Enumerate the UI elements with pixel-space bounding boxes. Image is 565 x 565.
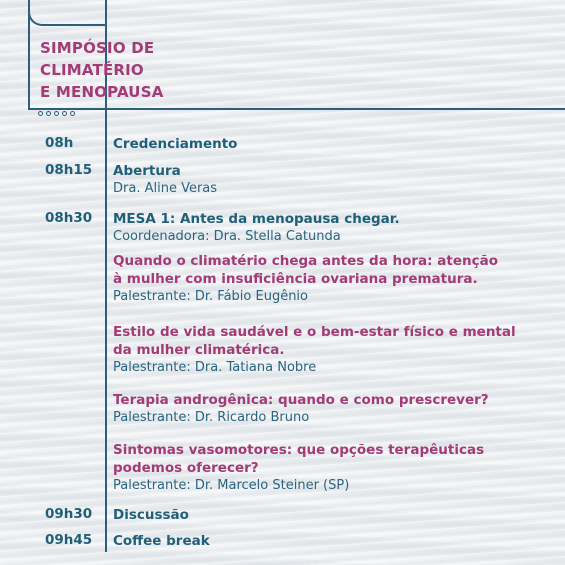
event-title-line-2: CLIMATÉRIO — [40, 61, 144, 79]
talk-speaker: Palestrante: Dra. Tatiana Nobre — [113, 360, 317, 375]
schedule-item — [113, 162, 558, 198]
talk-title-line-2: podemos oferecer? — [113, 460, 259, 476]
talk-item — [113, 252, 558, 306]
talk-speaker: Palestrante: Dr. Marcelo Steiner (SP) — [113, 478, 350, 493]
schedule-item — [113, 506, 558, 524]
talk-title-line-2: à mulher com insuficiência ovariana prematura. — [113, 271, 478, 287]
event-title-line-1: SIMPÓSIO DE — [40, 39, 155, 57]
schedule-item — [113, 135, 558, 153]
schedule-title: MESA 1: Antes da menopausa chegar. — [113, 211, 400, 227]
dot-icon — [46, 111, 51, 116]
title-frame — [28, 0, 106, 26]
schedule-time: 09h45 — [45, 532, 93, 548]
schedule-item — [113, 532, 558, 550]
talk-title-line-2: da mulher climatérica. — [113, 342, 285, 358]
dot-icon — [70, 111, 75, 116]
talk-title-line-1: Sintomas vasomotores: que opções terapêuticas — [113, 442, 485, 458]
schedule-time: 08h15 — [45, 162, 93, 178]
schedule-item — [113, 210, 558, 246]
schedule-title: Coffee break — [113, 533, 210, 549]
schedule-title: Abertura — [113, 163, 181, 179]
schedule-subtitle: Coordenadora: Dra. Stella Catunda — [113, 229, 341, 244]
decorative-dots — [38, 111, 75, 116]
dot-icon — [62, 111, 67, 116]
talk-item — [113, 323, 558, 377]
talk-title-line-1: Quando o climatério chega antes da hora: atenção — [113, 253, 498, 269]
schedule-title: Credenciamento — [113, 136, 238, 152]
schedule-subtitle: Dra. Aline Veras — [113, 181, 218, 196]
event-title — [40, 37, 240, 103]
dot-icon — [54, 111, 59, 116]
talk-speaker: Palestrante: Dr. Ricardo Bruno — [113, 410, 310, 425]
schedule-time: 08h — [45, 135, 74, 151]
schedule-time: 09h30 — [45, 506, 93, 522]
talk-title-line-1: Terapia androgênica: quando e como prescrever? — [113, 392, 489, 408]
dot-icon — [38, 111, 43, 116]
talk-item — [113, 441, 558, 495]
talk-speaker: Palestrante: Dr. Fábio Eugênio — [113, 289, 308, 304]
talk-item — [113, 391, 558, 427]
title-frame-line — [28, 14, 30, 108]
event-title-line-3: E MENOPAUSA — [40, 83, 164, 101]
schedule-time: 08h30 — [45, 210, 93, 226]
schedule-title: Discussão — [113, 507, 189, 523]
talk-title-line-1: Estilo de vida saudável e o bem-estar físico e mental — [113, 324, 516, 340]
horizontal-divider — [28, 108, 565, 110]
